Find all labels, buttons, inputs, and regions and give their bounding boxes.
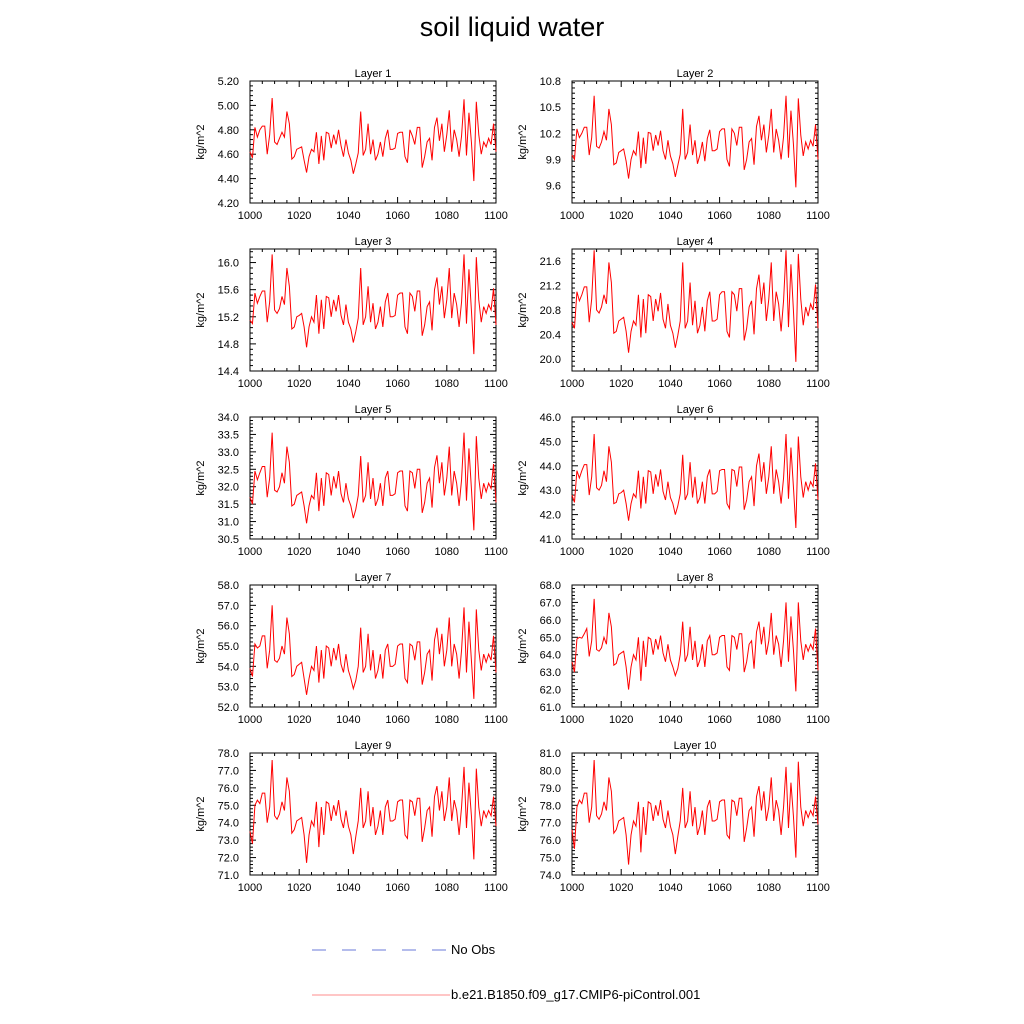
panel-4-ylabel: kg/m^2 <box>517 292 529 328</box>
panel-1-ytick-label: 4.40 <box>217 173 239 186</box>
panel-4-ytick-label: 20.0 <box>539 353 561 366</box>
panel-3-ytick-label: 15.6 <box>217 284 239 297</box>
panel-5-title: Layer 5 <box>354 404 392 416</box>
panel-9-frame <box>250 753 496 875</box>
panel-4-xtick-label: 1100 <box>806 378 830 390</box>
panel-1-ylabel: kg/m^2 <box>195 124 207 160</box>
panel-9-xtick-label: 1100 <box>484 882 508 894</box>
panel-4-ytick-label: 20.8 <box>539 305 561 317</box>
panel-5-ytick-label: 33.5 <box>217 429 239 442</box>
panel-7-xtick-label: 1040 <box>336 714 361 726</box>
panel-10-xtick-label: 1080 <box>756 882 782 894</box>
panel-10-xtick-label: 1100 <box>806 882 830 894</box>
panel-8-xtick-label: 1080 <box>756 714 782 726</box>
panel-2-ytick-label: 9.9 <box>545 154 561 167</box>
panel-5-ytick-label: 33.0 <box>217 446 239 459</box>
panel-7-xtick-label: 1060 <box>385 714 410 726</box>
panel-4-ytick-label: 20.4 <box>539 329 561 342</box>
panel-4-xtick-label: 1040 <box>658 378 683 390</box>
panel-3-ylabel: kg/m^2 <box>195 292 207 328</box>
panel-8-ytick-label: 65.0 <box>539 632 561 645</box>
panel-1-xtick-label: 1080 <box>434 210 460 222</box>
panel-8-xtick-label: 1060 <box>707 714 732 726</box>
panel-8-ytick-label: 64.0 <box>539 649 561 662</box>
panel-7-series-line <box>250 605 496 699</box>
panel-9-xtick-label: 1020 <box>286 882 312 894</box>
panel-6-ytick-label: 45.0 <box>539 436 561 449</box>
panel-7-frame <box>250 585 496 707</box>
panel-10-xtick-label: 1040 <box>658 882 683 894</box>
panel-9-ylabel: kg/m^2 <box>195 796 207 832</box>
panel-3-ytick-label: 14.4 <box>217 366 239 378</box>
panel-9-xtick-label: 1000 <box>237 882 263 894</box>
panel-7-xtick-label: 1020 <box>286 714 312 726</box>
panel-10-ytick-label: 75.0 <box>539 852 561 865</box>
panel-6-ytick-label: 41.0 <box>539 534 561 546</box>
panel-6-ytick-label: 43.0 <box>539 485 561 498</box>
panel-7-ylabel: kg/m^2 <box>195 628 207 664</box>
panel-5-ytick-label: 32.0 <box>217 481 239 494</box>
panel-9-ytick-label: 73.0 <box>217 835 239 848</box>
panel-3-title: Layer 3 <box>354 236 392 248</box>
legend-label-model: b.e21.B1850.f09_g17.CMIP6-piControl.001 <box>451 987 701 1002</box>
panel-2-xtick-label: 1100 <box>806 210 830 222</box>
panel-1-ytick-label: 5.20 <box>217 76 239 88</box>
panel-3-xtick-label: 1020 <box>286 378 312 390</box>
panel-1-xtick-label: 1020 <box>286 210 312 222</box>
panel-5-xtick-label: 1080 <box>434 546 460 558</box>
panel-8-ylabel: kg/m^2 <box>517 628 529 664</box>
panel-9-series-line <box>250 760 496 863</box>
panel-5-xtick-label: 1100 <box>484 546 508 558</box>
panel-3-ytick-label: 16.0 <box>217 257 239 270</box>
panel-1-series-line <box>250 98 496 181</box>
panel-8-series-line <box>572 599 818 691</box>
panel-10-xtick-label: 1060 <box>707 882 732 894</box>
panel-4-series-line <box>572 250 818 362</box>
panel-6-ytick-label: 44.0 <box>539 460 561 473</box>
panel-10-ytick-label: 76.0 <box>539 835 561 848</box>
panel-6-xtick-label: 1060 <box>707 546 732 558</box>
panel-2-xtick-label: 1040 <box>658 210 683 222</box>
panel-5-xtick-label: 1060 <box>385 546 410 558</box>
panel-5-ytick-label: 31.0 <box>217 516 239 529</box>
panel-3-xtick-label: 1100 <box>484 378 508 390</box>
legend-label-no-obs: No Obs <box>451 942 496 957</box>
panel-5-ytick-label: 30.5 <box>217 534 239 546</box>
panel-8-xtick-label: 1100 <box>806 714 830 726</box>
panel-2-title: Layer 2 <box>676 68 714 80</box>
panel-10-xtick-label: 1020 <box>608 882 634 894</box>
panel-8-ytick-label: 67.0 <box>539 597 561 610</box>
panel-4-xtick-label: 1000 <box>559 378 585 390</box>
panel-8-ytick-label: 62.0 <box>539 684 561 697</box>
panel-1-xtick-label: 1100 <box>484 210 508 222</box>
panel-9-ytick-label: 71.0 <box>217 870 239 882</box>
panel-9-xtick-label: 1080 <box>434 882 460 894</box>
panel-2-series-line <box>572 96 818 188</box>
panel-7-ytick-label: 56.0 <box>217 620 239 633</box>
panel-10-ytick-label: 77.0 <box>539 817 561 830</box>
panel-1-xtick-label: 1000 <box>237 210 263 222</box>
panel-7-ytick-label: 57.0 <box>217 600 239 613</box>
panel-3-ytick-label: 14.8 <box>217 338 239 351</box>
figure-title: soil liquid water <box>419 12 605 42</box>
panel-3-series-line <box>250 254 496 354</box>
panel-7-ytick-label: 55.0 <box>217 641 239 653</box>
panel-3-xtick-label: 1000 <box>237 378 263 390</box>
panel-3-frame <box>250 249 496 371</box>
panel-8-xtick-label: 1040 <box>658 714 683 726</box>
panel-2-xtick-label: 1060 <box>707 210 732 222</box>
panel-2-ytick-label: 10.2 <box>539 128 561 141</box>
panel-3-xtick-label: 1080 <box>434 378 460 390</box>
panel-5-ytick-label: 32.5 <box>217 464 239 477</box>
panel-4-xtick-label: 1060 <box>707 378 732 390</box>
panel-2-ytick-label: 10.8 <box>539 76 561 88</box>
panel-6-title: Layer 6 <box>676 404 714 416</box>
panel-4-ytick-label: 21.6 <box>539 256 561 269</box>
panel-9-ytick-label: 77.0 <box>217 765 239 778</box>
panel-6-ytick-label: 46.0 <box>539 412 561 424</box>
panel-6-xtick-label: 1040 <box>658 546 683 558</box>
panel-3-ytick-label: 15.2 <box>217 311 239 324</box>
panel-9-xtick-label: 1040 <box>336 882 361 894</box>
panel-6-xtick-label: 1080 <box>756 546 782 558</box>
panel-10-ylabel: kg/m^2 <box>517 796 529 832</box>
panel-7-ytick-label: 54.0 <box>217 661 239 674</box>
panel-1-xtick-label: 1060 <box>385 210 410 222</box>
panel-4-title: Layer 4 <box>676 236 714 248</box>
panel-6-series-line <box>572 434 818 528</box>
panel-4-ytick-label: 21.2 <box>539 280 561 293</box>
panel-10-ytick-label: 74.0 <box>539 870 561 882</box>
panel-9-ytick-label: 72.0 <box>217 852 239 865</box>
panel-9-xtick-label: 1060 <box>385 882 410 894</box>
panel-6-xtick-label: 1000 <box>559 546 585 558</box>
panel-8-ytick-label: 68.0 <box>539 580 561 592</box>
panel-10-ytick-label: 80.0 <box>539 765 561 778</box>
panel-1-ytick-label: 5.00 <box>217 100 239 113</box>
panel-10-ytick-label: 81.0 <box>539 748 561 760</box>
panel-7-ytick-label: 52.0 <box>217 702 239 714</box>
panel-5-ytick-label: 34.0 <box>217 412 239 424</box>
panel-10-xtick-label: 1000 <box>559 882 585 894</box>
panel-7-xtick-label: 1000 <box>237 714 263 726</box>
panel-3-xtick-label: 1040 <box>336 378 361 390</box>
panel-5-xtick-label: 1000 <box>237 546 263 558</box>
panel-6-xtick-label: 1100 <box>806 546 830 558</box>
panel-4-xtick-label: 1080 <box>756 378 782 390</box>
panel-6-ytick-label: 42.0 <box>539 509 561 522</box>
panel-6-xtick-label: 1020 <box>608 546 634 558</box>
panel-5-xtick-label: 1020 <box>286 546 312 558</box>
panel-1-ytick-label: 4.60 <box>217 149 239 162</box>
panel-8-ytick-label: 66.0 <box>539 614 561 627</box>
panel-9-ytick-label: 74.0 <box>217 817 239 830</box>
panel-3-xtick-label: 1060 <box>385 378 410 390</box>
panel-1-ytick-label: 4.80 <box>217 124 239 137</box>
panel-6-ylabel: kg/m^2 <box>517 460 529 496</box>
panel-1-title: Layer 1 <box>354 68 392 80</box>
panel-9-ytick-label: 76.0 <box>217 782 239 795</box>
panel-8-title: Layer 8 <box>676 572 714 584</box>
panel-7-ytick-label: 58.0 <box>217 580 239 592</box>
panel-4-xtick-label: 1020 <box>608 378 634 390</box>
panel-8-ytick-label: 61.0 <box>539 702 561 714</box>
panel-10-series-line <box>572 760 818 865</box>
panel-2-xtick-label: 1080 <box>756 210 782 222</box>
panel-9-ytick-label: 78.0 <box>217 748 239 760</box>
panel-2-ylabel: kg/m^2 <box>517 124 529 160</box>
panel-7-xtick-label: 1080 <box>434 714 460 726</box>
panel-5-series-line <box>250 433 496 531</box>
panel-8-xtick-label: 1000 <box>559 714 585 726</box>
panel-9-ytick-label: 75.0 <box>217 800 239 813</box>
panel-7-ytick-label: 53.0 <box>217 681 239 694</box>
panel-10-frame <box>572 753 818 875</box>
panel-2-ytick-label: 9.6 <box>545 180 561 193</box>
panel-9-title: Layer 9 <box>354 740 392 752</box>
panel-8-ytick-label: 63.0 <box>539 667 561 680</box>
panel-2-xtick-label: 1000 <box>559 210 585 222</box>
panel-8-xtick-label: 1020 <box>608 714 634 726</box>
panel-7-xtick-label: 1100 <box>484 714 508 726</box>
panel-1-ytick-label: 4.20 <box>217 198 239 210</box>
panel-2-ytick-label: 10.5 <box>539 102 561 115</box>
panel-10-ytick-label: 79.0 <box>539 782 561 795</box>
panel-10-title: Layer 10 <box>673 740 717 752</box>
panel-5-ytick-label: 31.5 <box>217 499 239 512</box>
panel-1-xtick-label: 1040 <box>336 210 361 222</box>
panel-7-title: Layer 7 <box>354 572 392 584</box>
panel-2-xtick-label: 1020 <box>608 210 634 222</box>
panel-10-ytick-label: 78.0 <box>539 800 561 813</box>
panel-5-ylabel: kg/m^2 <box>195 460 207 496</box>
panel-5-xtick-label: 1040 <box>336 546 361 558</box>
